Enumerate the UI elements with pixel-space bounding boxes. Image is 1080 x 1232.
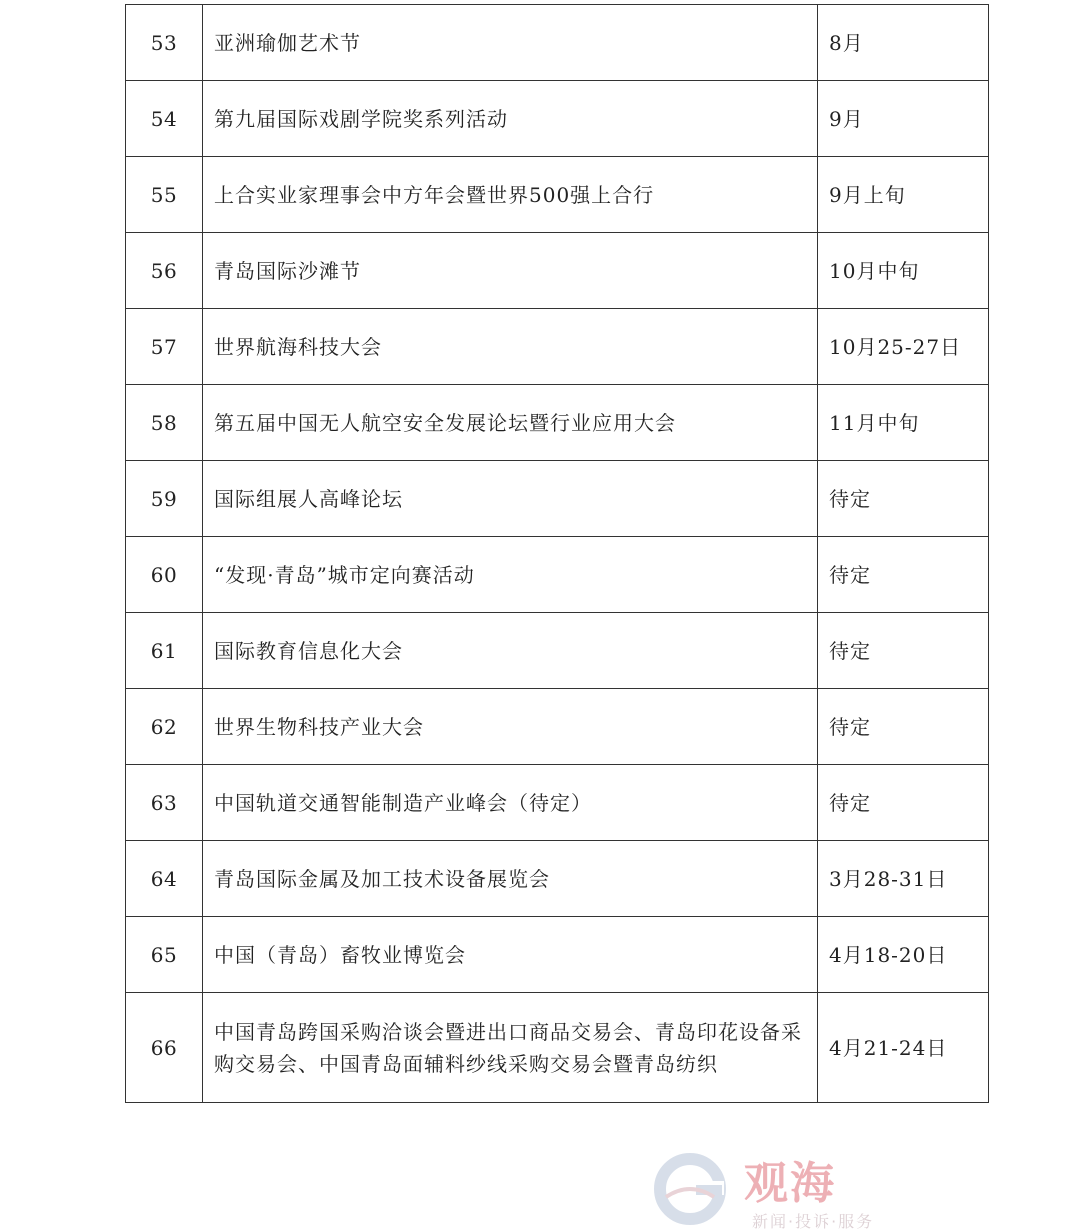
event-name: 亚洲瑜伽艺术节 bbox=[203, 5, 818, 81]
table-row bbox=[126, 309, 989, 385]
event-name: 第九届国际戏剧学院奖系列活动 bbox=[203, 81, 818, 157]
table-row bbox=[126, 81, 989, 157]
event-date: 3月28-31日 bbox=[818, 841, 989, 917]
event-date: 8月 bbox=[818, 5, 989, 81]
event-date: 待定 bbox=[818, 537, 989, 613]
event-date: 10月中旬 bbox=[818, 233, 989, 309]
event-name: 第五届中国无人航空安全发展论坛暨行业应用大会 bbox=[203, 385, 818, 461]
guanhai-logo-icon bbox=[652, 1151, 738, 1227]
event-name: 世界航海科技大会 bbox=[203, 309, 818, 385]
table-row bbox=[126, 385, 989, 461]
event-name: 青岛国际金属及加工技术设备展览会 bbox=[203, 841, 818, 917]
row-number: 54 bbox=[126, 81, 203, 157]
row-number: 58 bbox=[126, 385, 203, 461]
row-number: 59 bbox=[126, 461, 203, 537]
event-date: 11月中旬 bbox=[818, 385, 989, 461]
table-row bbox=[126, 613, 989, 689]
event-schedule-table bbox=[125, 4, 989, 1103]
table-row bbox=[126, 157, 989, 233]
event-date: 4月21-24日 bbox=[818, 993, 989, 1103]
event-date: 10月25-27日 bbox=[818, 309, 989, 385]
row-number: 66 bbox=[126, 993, 203, 1103]
row-number: 62 bbox=[126, 689, 203, 765]
table-row bbox=[126, 765, 989, 841]
row-number: 56 bbox=[126, 233, 203, 309]
event-date: 9月 bbox=[818, 81, 989, 157]
event-name: 中国轨道交通智能制造产业峰会（待定） bbox=[203, 765, 818, 841]
event-name: 世界生物科技产业大会 bbox=[203, 689, 818, 765]
event-date: 待定 bbox=[818, 689, 989, 765]
event-date: 待定 bbox=[818, 613, 989, 689]
guanhai-watermark bbox=[652, 1145, 892, 1230]
event-date: 4月18-20日 bbox=[818, 917, 989, 993]
watermark-title: 观海 bbox=[744, 1158, 836, 1209]
table-row bbox=[126, 689, 989, 765]
table-row bbox=[126, 233, 989, 309]
event-date: 待定 bbox=[818, 765, 989, 841]
table-row bbox=[126, 461, 989, 537]
row-number: 61 bbox=[126, 613, 203, 689]
event-name: 青岛国际沙滩节 bbox=[203, 233, 818, 309]
row-number: 57 bbox=[126, 309, 203, 385]
event-name: “发现·青岛”城市定向赛活动 bbox=[203, 537, 818, 613]
row-number: 63 bbox=[126, 765, 203, 841]
table-row bbox=[126, 5, 989, 81]
event-name: 国际教育信息化大会 bbox=[203, 613, 818, 689]
event-name: 中国（青岛）畜牧业博览会 bbox=[203, 917, 818, 993]
table-row bbox=[126, 537, 989, 613]
row-number: 65 bbox=[126, 917, 203, 993]
row-number: 55 bbox=[126, 157, 203, 233]
row-number: 53 bbox=[126, 5, 203, 81]
table-row bbox=[126, 917, 989, 993]
event-date: 9月上旬 bbox=[818, 157, 989, 233]
event-date: 待定 bbox=[818, 461, 989, 537]
event-schedule-sheet bbox=[125, 4, 962, 1103]
table-row bbox=[126, 993, 989, 1103]
table-row bbox=[126, 841, 989, 917]
watermark-subtitle: 新闻·投诉·服务 bbox=[752, 1212, 875, 1231]
event-name: 国际组展人高峰论坛 bbox=[203, 461, 818, 537]
event-name: 上合实业家理事会中方年会暨世界500强上合行 bbox=[203, 157, 818, 233]
row-number: 60 bbox=[126, 537, 203, 613]
event-name: 中国青岛跨国采购洽谈会暨进出口商品交易会、青岛印花设备采购交易会、中国青岛面辅料纱线采购交易会暨青岛纺织 bbox=[203, 993, 818, 1103]
row-number: 64 bbox=[126, 841, 203, 917]
